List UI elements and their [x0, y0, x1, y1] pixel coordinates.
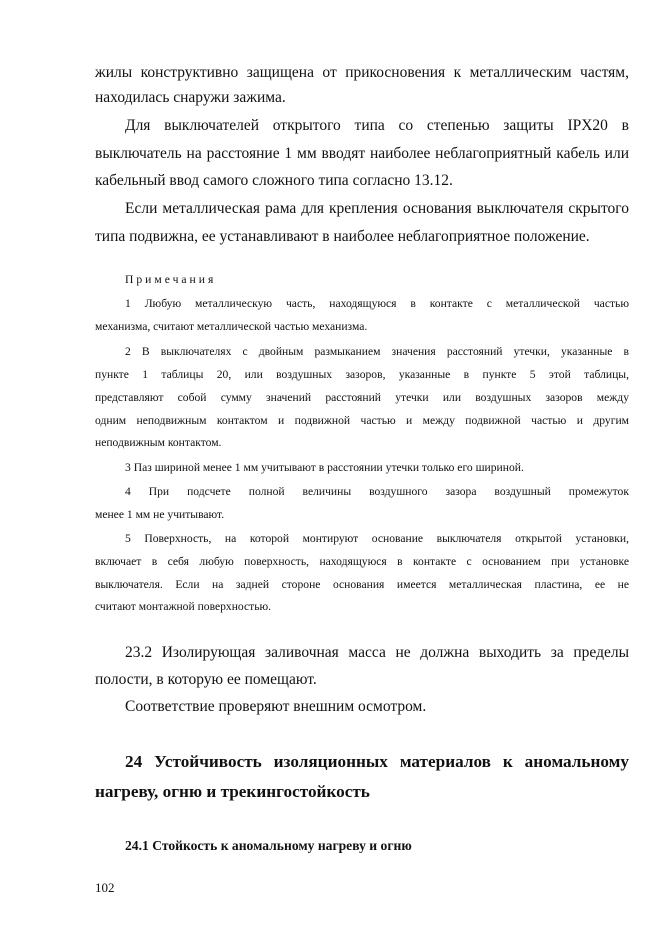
clause-24-1-heading: 24.1 Стойкость к аномальному нагреву и огню — [125, 838, 412, 853]
note-line: 5 Поверхность, на которой монтируют основание выключателя открытой установки, — [125, 532, 629, 545]
note-line: считают монтажной поверхностью. — [95, 600, 272, 613]
section-24-heading: нагреву, огню и трекингостойкость — [95, 782, 370, 801]
note-line: 2 В выключателях с двойным размыканием значения расстояний утечки, указанные в — [125, 345, 629, 358]
note-line: менее 1 мм не учитывают. — [95, 508, 225, 521]
notes-title: Примечания — [125, 273, 217, 286]
note-line: 4 При подсчете полной величины воздушного зазора воздушный промежуток — [125, 485, 629, 498]
body-text-line: типа подвижна, ее устанавливают в наиболее неблагоприятное положение. — [95, 228, 590, 245]
note-line: 3 Паз шириной менее 1 мм учитывают в расстоянии утечки только его шириной. — [125, 461, 524, 474]
note-line: пункте 1 таблицы 20, или воздушных зазоров, указанные в пункте 5 этой таблицы, — [95, 368, 629, 381]
note-line: включает в себя любую поверхность, находящуюся в контакте с основанием при установке — [95, 555, 629, 568]
body-text-line: кабельный ввод самого сложного типа согласно 13.12. — [95, 172, 453, 189]
clause-23-2-text: 23.2 Изолирующая заливочная масса не должна выходить за пределы — [125, 644, 629, 661]
note-line: выключателя. Если на задней стороне основания имеется металлическая пластина, ее не — [95, 578, 629, 591]
body-text-line: выключатель на расстояние 1 мм вводят наиболее неблагоприятный кабель или — [95, 145, 629, 162]
note-line: неподвижным контактом. — [95, 436, 222, 449]
body-text-line: находилась снаружи зажима. — [95, 89, 286, 106]
body-text-line: жилы конструктивно защищена от прикосновения к металлическим частям, — [95, 64, 629, 81]
note-line: 1 Любую металлическую часть, находящуюся в контакте с металлической частью — [125, 297, 629, 310]
clause-23-2-text: Соответствие проверяют внешним осмотром. — [125, 698, 427, 715]
note-line: механизма, считают металлической частью механизма. — [95, 320, 368, 333]
body-text-line: Если металлическая рама для крепления основания выключателя скрытого — [125, 200, 629, 217]
page-number: 102 — [95, 880, 115, 895]
note-line: представляют собой сумму значений расстояний утечки или воздушных зазоров между — [95, 391, 629, 404]
body-text-line: Для выключателей открытого типа со степенью защиты IPX20 в — [125, 117, 629, 134]
clause-23-2-text: полости, в которую ее помещают. — [95, 671, 317, 688]
section-24-heading: 24 Устойчивость изоляционных материалов к аномальному — [125, 752, 629, 771]
note-line: одним неподвижным контактом и подвижной частью и между подвижной частью и другим — [95, 414, 629, 427]
